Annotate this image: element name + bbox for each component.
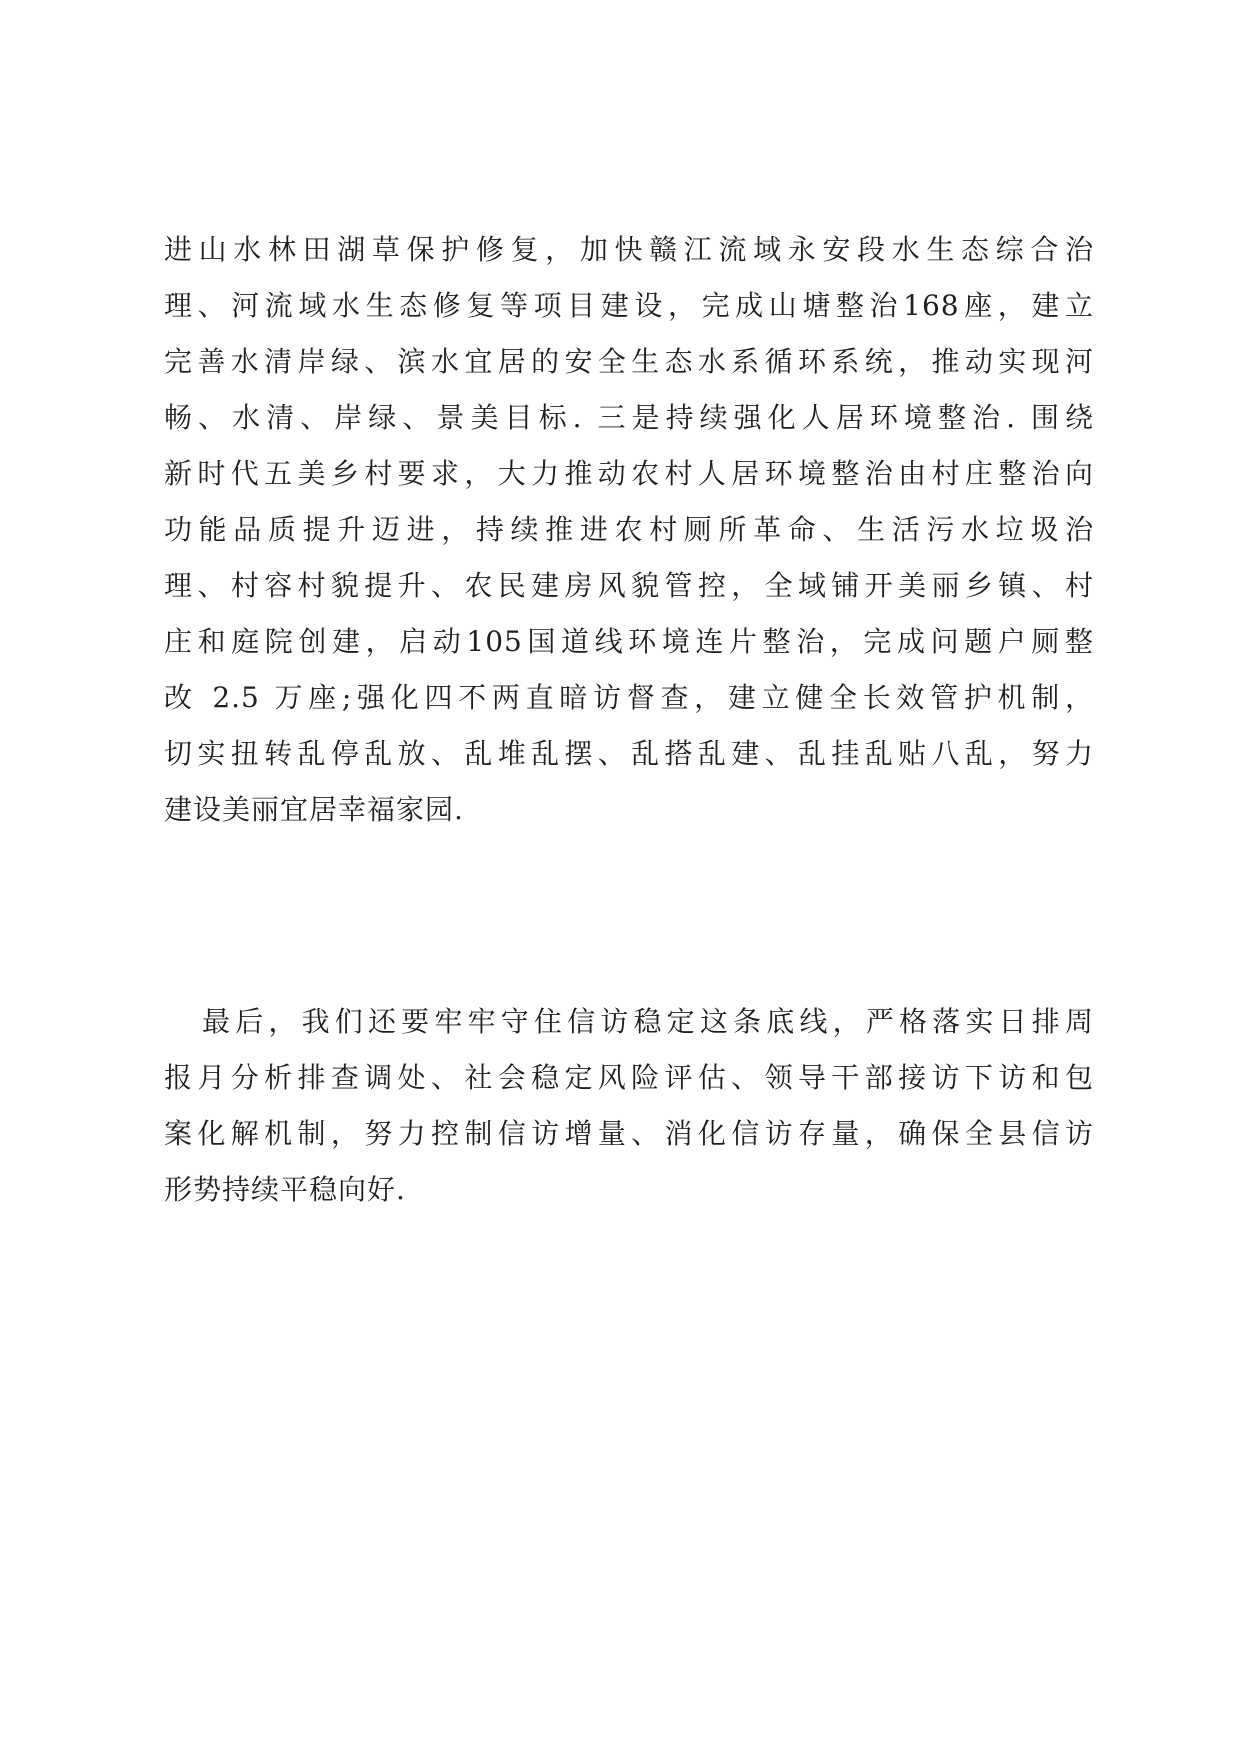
paragraph-line: 新时代五美乡村要求，大力推动农村人居环境整治由村庄整治向 <box>164 457 1094 490</box>
paragraph-line: 形势持续平稳向好. <box>164 1173 406 1206</box>
paragraph-line: 报月分析排查调处、社会稳定风险评估、领导干部接访下访和包 <box>164 1061 1094 1094</box>
paragraph-line: 理、河流域水生态修复等项目建设，完成山塘整治168座，建立 <box>164 289 1094 322</box>
paragraph-line: 切实扭转乱停乱放、乱堆乱摆、乱搭乱建、乱挂乱贴八乱，努力 <box>164 737 1094 770</box>
paragraph-line: 理、村容村貌提升、农民建房风貌管控，全域铺开美丽乡镇、村 <box>164 569 1094 602</box>
paragraph-line: 改 2.5 万座;强化四不两直暗访督查，建立健全长效管护机制， <box>164 681 1094 714</box>
paragraph-line: 最后，我们还要牢牢守住信访稳定这条底线，严格落实日排周 <box>202 1005 1094 1038</box>
paragraph-line: 完善水清岸绿、滨水宜居的安全生态水系循环系统，推动实现河 <box>164 345 1094 378</box>
paragraph-environment-governance <box>164 222 1094 838</box>
paragraph-line: 庄和庭院创建，启动105国道线环境连片整治，完成问题户厕整 <box>164 625 1094 658</box>
paragraph-line: 进山水林田湖草保护修复，加快赣江流域永安段水生态综合治 <box>164 233 1094 266</box>
paragraph-line: 建设美丽宜居幸福家园. <box>164 793 464 826</box>
paragraph-line: 功能品质提升迈进，持续推进农村厕所革命、生活污水垃圾治 <box>164 513 1094 546</box>
paragraph-petition-stability <box>164 994 1094 1218</box>
paragraph-line: 畅、水清、岸绿、景美目标. 三是持续强化人居环境整治. 围绕 <box>164 401 1094 434</box>
paragraph-line: 案化解机制，努力控制信访增量、消化信访存量，确保全县信访 <box>164 1117 1094 1150</box>
